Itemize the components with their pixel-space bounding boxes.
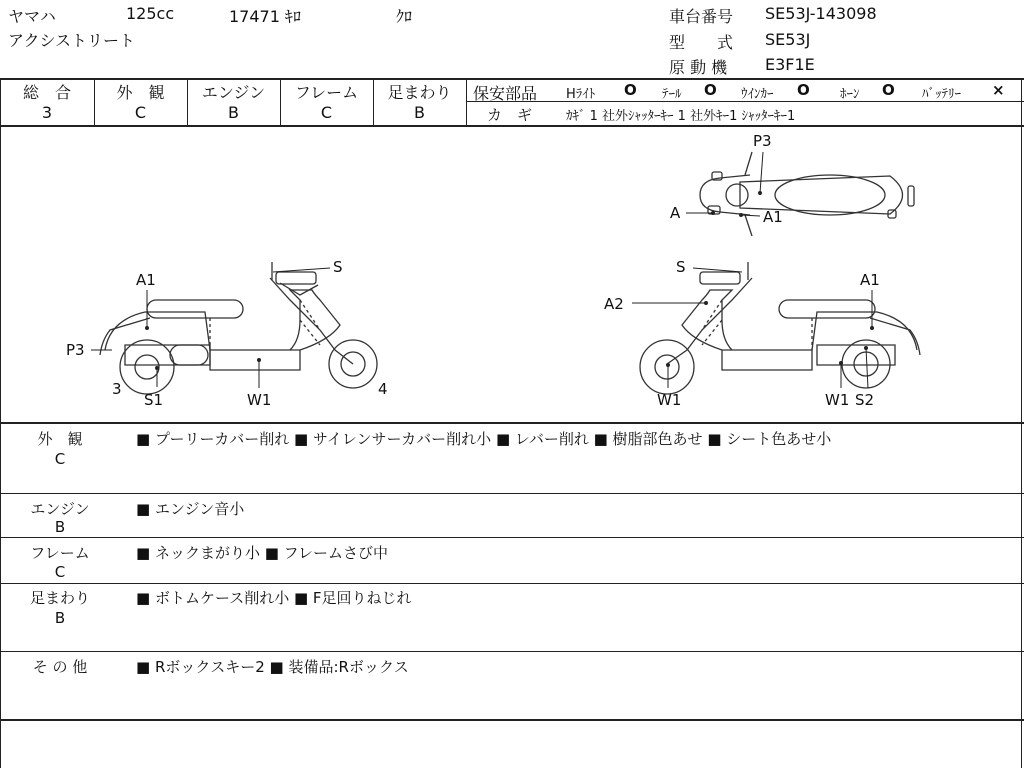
remark-text-exterior: ■ プーリーカバー削れ ■ サイレンサーカバー削れ小 ■ レバー削れ ■ 樹脂部色あせ ■ シート色あせ小 — [136, 430, 832, 448]
damage-diagram — [0, 127, 1021, 422]
remark-grade-engine: B — [54, 518, 66, 536]
label-top-P3: P3 — [753, 132, 772, 150]
grade-suspension-label: 足まわり — [387, 83, 452, 102]
remark-grade-exterior: C — [54, 450, 66, 468]
engine-value: E3F1E — [765, 55, 815, 74]
scooter-top-view — [700, 152, 914, 236]
label-left-S1: S1 — [144, 391, 164, 409]
type-label: 型 式 — [669, 33, 734, 52]
remark-text-other: ■ Rボックスキー2 ■ 装備品:Rボックス — [136, 658, 409, 676]
chassis-number: SE53J-143098 — [765, 4, 877, 23]
grade-overall-label: 総 合 — [22, 83, 71, 102]
label-right-A1: A1 — [860, 271, 880, 289]
keys-label: カ ギ — [487, 106, 533, 124]
safety-mark-headlight: O — [624, 81, 637, 99]
safety-mark-battery: × — [992, 81, 1005, 99]
label-right-W1-rear: W1 — [825, 391, 850, 409]
safety-item-headlight: Hﾗｲﾄ — [566, 87, 596, 102]
safety-mark-horn: O — [882, 81, 895, 99]
label-right-S2: S2 — [855, 391, 875, 409]
grade-engine-value: B — [228, 103, 239, 122]
label-left-W1: W1 — [247, 391, 272, 409]
label-left-4: 4 — [378, 380, 388, 398]
displacement: 125cc — [126, 4, 175, 23]
label-top-A1: A1 — [763, 208, 783, 226]
keys-value: ｶｷﾞ 1 社外ｼｬｯﾀｰｷｰ 1 社外ｷｰ1 ｼｬｯﾀｰｷｰ1 — [566, 109, 796, 124]
model-name: アクシストリート — [8, 31, 136, 50]
label-left-3: 3 — [112, 380, 122, 398]
label-left-A1: A1 — [136, 271, 156, 289]
chassis-label: 車台番号 — [669, 7, 734, 26]
label-left-S: S — [333, 258, 343, 276]
remark-text-frame: ■ ネックまがり小 ■ フレームさび中 — [136, 544, 389, 562]
safety-item-horn: ﾎｰﾝ — [840, 87, 860, 102]
remark-grade-suspension: B — [54, 609, 66, 627]
remark-label-other: そ の 他 — [32, 658, 88, 676]
remark-text-engine: ■ エンジン音小 — [136, 500, 245, 518]
label-left-P3: P3 — [66, 341, 85, 359]
grade-exterior-label: 外 観 — [116, 83, 165, 102]
remark-label-engine: エンジン — [30, 500, 90, 518]
remark-text-suspension: ■ ボトムケース削れ小 ■ F足回りねじれ — [136, 589, 412, 607]
grade-frame-value: C — [320, 103, 333, 122]
remark-label-frame: フレーム — [30, 544, 90, 562]
label-right-A2: A2 — [604, 295, 624, 313]
engine-label: 原 動 機 — [669, 58, 728, 77]
safety-mark-tail: O — [704, 81, 717, 99]
label-top-A: A — [670, 204, 681, 222]
safety-mark-winker: O — [797, 81, 810, 99]
grade-frame-label: フレーム — [294, 83, 359, 102]
label-right-W1: W1 — [657, 391, 682, 409]
safety-item-winker: ｳｲﾝｶｰ — [741, 87, 774, 102]
grade-suspension-value: B — [414, 103, 425, 122]
mileage: 17471 ｷﾛ — [229, 7, 301, 26]
color: ｸﾛ — [396, 7, 413, 26]
remark-label-suspension: 足まわり — [29, 589, 90, 607]
safety-item-tail: ﾃｰﾙ — [662, 87, 682, 102]
label-right-S: S — [676, 258, 686, 276]
grade-overall-value: 3 — [41, 103, 53, 122]
type-value: SE53J — [765, 30, 811, 49]
remark-grade-frame: C — [54, 563, 66, 581]
remark-label-exterior: 外 観 — [37, 430, 83, 448]
safety-item-battery: ﾊﾞｯﾃﾘｰ — [922, 87, 961, 102]
safety-label: 保安部品 — [473, 84, 538, 103]
grade-exterior-value: C — [134, 103, 147, 122]
maker: ヤマハ — [8, 7, 56, 26]
grade-engine-label: エンジン — [201, 83, 266, 102]
